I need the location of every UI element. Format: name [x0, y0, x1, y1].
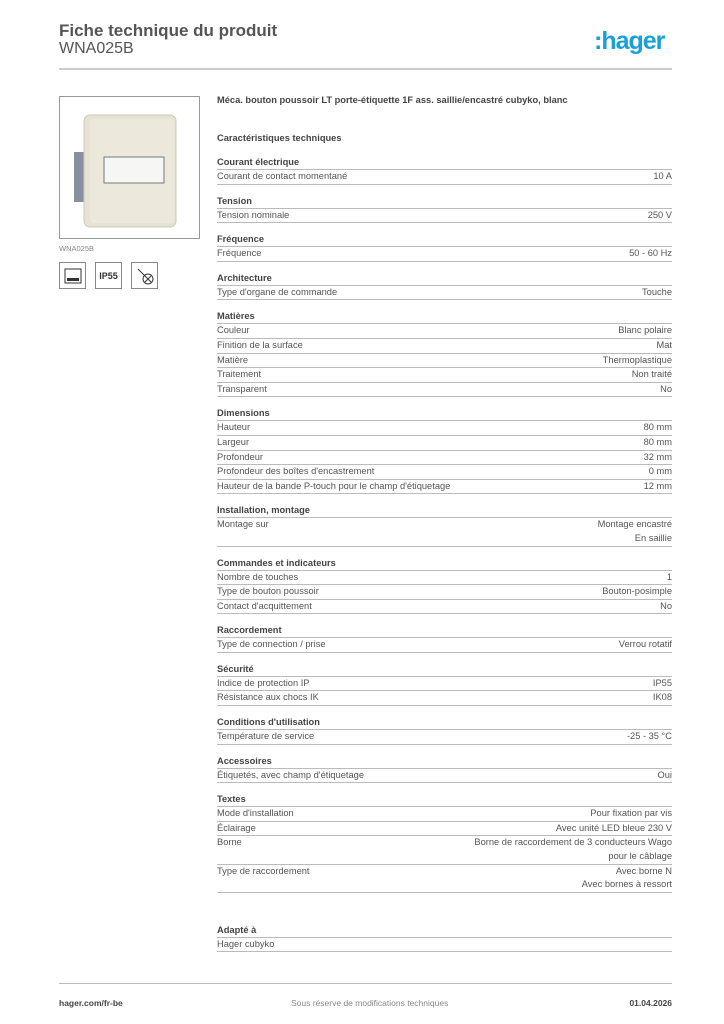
footer-site-link[interactable]: hager.com/fr-be: [59, 998, 123, 1008]
spec-row: [217, 938, 672, 953]
spec-section: [217, 754, 672, 784]
spec-value: 80 mm: [643, 422, 672, 433]
spec-row: [217, 324, 672, 339]
spec-row: [217, 730, 672, 745]
spec-column: [217, 95, 672, 952]
spec-label: Largeur: [217, 436, 250, 447]
spec-label: Profondeur: [217, 451, 263, 462]
spec-row: [217, 170, 672, 185]
spec-label: Montage sur: [217, 519, 269, 530]
spec-label: Type de bouton poussoir: [217, 586, 319, 597]
spec-value: Verrou rotatif: [618, 639, 672, 650]
section-heading: Raccordement: [217, 623, 672, 638]
spec-row: [217, 865, 672, 893]
footer-divider: [59, 983, 672, 984]
spec-section: [217, 309, 672, 397]
spec-section: [217, 623, 672, 653]
spec-row: [217, 518, 672, 546]
section-heading: Fréquence: [217, 232, 672, 247]
spec-label: Type de raccordement: [217, 865, 310, 876]
section-heading: Accessoires: [217, 754, 672, 769]
spec-row: [217, 807, 672, 822]
specs-title: Caractéristiques techniques: [217, 133, 342, 143]
spec-row: [217, 421, 672, 436]
spec-value: Avec borne N Avec bornes à ressort: [581, 865, 672, 890]
spec-label: Traitement: [217, 369, 262, 380]
spec-value: 50 - 60 Hz: [629, 248, 672, 259]
spec-value: Blanc polaire: [618, 325, 672, 336]
spec-row: [217, 600, 672, 615]
spec-label: Mode d'installation: [217, 808, 294, 819]
spec-value: Mat: [656, 339, 672, 350]
spec-row: [217, 286, 672, 301]
spec-value: No: [660, 600, 672, 611]
section-heading: Sécurité: [217, 662, 672, 677]
spec-row: [217, 691, 672, 706]
section-heading: Conditions d'utilisation: [217, 715, 672, 730]
spec-row: [217, 339, 672, 354]
spec-label: Profondeur des boîtes d'encastrement: [217, 466, 375, 477]
spec-label: Transparent: [217, 383, 267, 394]
spec-row: [217, 822, 672, 837]
spec-value: 0 mm: [648, 466, 672, 477]
footer-date: 01.04.2026: [629, 998, 672, 1008]
spec-value: 80 mm: [643, 436, 672, 447]
section-heading: Matières: [217, 309, 672, 324]
spec-label: Matière: [217, 354, 249, 365]
spec-section: [217, 503, 672, 546]
screw-fixing-icon: [131, 262, 158, 289]
section-heading: Commandes et indicateurs: [217, 556, 672, 571]
spec-value: 10 A: [653, 171, 672, 181]
spec-label: Indice de protection IP: [217, 677, 310, 688]
header-divider: [59, 68, 672, 70]
spec-row: [217, 769, 672, 784]
spec-section: [217, 715, 672, 745]
spec-label: Hauteur de la bande P-touch pour le champ d'étiquetage: [217, 480, 451, 491]
spec-value: -25 - 35 °C: [626, 731, 672, 742]
spec-row: [217, 247, 672, 262]
spec-row: [217, 436, 672, 451]
spec-row: [217, 383, 672, 398]
section-heading: Tension: [217, 194, 672, 209]
spec-value: Pour fixation par vis: [590, 808, 672, 819]
spec-label: Nombre de touches: [217, 571, 299, 582]
spec-row: [217, 451, 672, 466]
spec-label: Type de connection / prise: [217, 639, 326, 650]
spec-row: [217, 836, 672, 864]
spec-row: [217, 480, 672, 495]
section-heading: Architecture: [217, 271, 672, 286]
spec-value: No: [660, 383, 672, 394]
section-heading: Adapté à: [217, 923, 672, 938]
page-title: Fiche technique du produit: [59, 21, 278, 40]
spec-label: Finition de la surface: [217, 339, 303, 350]
image-caption: WNA025B: [59, 244, 95, 253]
section-heading: Textes: [217, 792, 672, 807]
spec-label: Tension nominale: [217, 209, 290, 220]
spec-label: Type d'organe de commande: [217, 286, 338, 297]
spec-value: 32 mm: [643, 451, 672, 462]
spec-value: 12 mm: [643, 480, 672, 491]
footer-note: Sous réserve de modifications techniques: [291, 998, 449, 1008]
section-heading: Dimensions: [217, 406, 672, 421]
spec-value: Non traité: [631, 369, 672, 380]
spec-section: [217, 556, 672, 615]
product-description: Méca. bouton poussoir LT porte-étiquette 1F ass. saillie/encastré cubyko, blanc: [217, 95, 568, 105]
spec-row: [217, 465, 672, 480]
spec-row: [217, 209, 672, 224]
spec-row: [217, 585, 672, 600]
spec-value: 1: [666, 571, 672, 582]
spec-value: IP55: [652, 677, 672, 688]
spec-value: Bouton-posimple: [602, 586, 672, 597]
spec-row: [217, 354, 672, 369]
spec-row: [217, 677, 672, 692]
spec-label: Borne: [217, 837, 242, 848]
spec-label: Contact d'acquittement: [217, 600, 312, 611]
section-heading: Installation, montage: [217, 503, 672, 518]
spec-section: [217, 792, 672, 893]
spec-value: Avec unité LED bleue 230 V: [555, 822, 672, 833]
spec-value: Thermoplastique: [602, 354, 672, 365]
product-image: [59, 96, 200, 239]
spec-row: [217, 571, 672, 586]
spec-value: Oui: [657, 769, 672, 780]
spec-value: Touche: [642, 286, 672, 297]
label-holder-icon: [59, 262, 86, 289]
spec-label: Hager cubyko: [217, 938, 275, 949]
spec-label: Couleur: [217, 325, 250, 336]
spec-section: [217, 406, 672, 494]
spec-section: [217, 662, 672, 706]
spec-section: [217, 271, 672, 301]
spec-row: [217, 368, 672, 383]
spec-label: Étiquetés, avec champ d'étiquetage: [217, 769, 365, 780]
spec-label: Courant de contact momentané: [217, 171, 348, 181]
spec-section: [217, 232, 672, 262]
spec-value: Borne de raccordement de 3 conducteurs Wago pour le câblage: [474, 837, 672, 862]
spec-label: Fréquence: [217, 248, 262, 259]
spec-label: Température de service: [217, 731, 315, 742]
spec-value: IK08: [652, 692, 672, 703]
product-code: WNA025B: [59, 40, 134, 57]
spec-label: Éclairage: [217, 822, 256, 833]
ip55-icon: IP55: [95, 262, 122, 289]
spec-label: Résistance aux chocs IK: [217, 692, 319, 703]
spec-value: Montage encastré En saillie: [597, 519, 672, 543]
spec-section: [217, 194, 672, 224]
spec-label: Hauteur: [217, 422, 251, 433]
spec-section: [217, 923, 672, 953]
spec-row: [217, 638, 672, 653]
section-heading: Courant électrique: [217, 155, 672, 170]
spec-section: [217, 155, 672, 185]
spec-value: 250 V: [647, 209, 672, 220]
hager-logo: :hager: [594, 27, 665, 55]
